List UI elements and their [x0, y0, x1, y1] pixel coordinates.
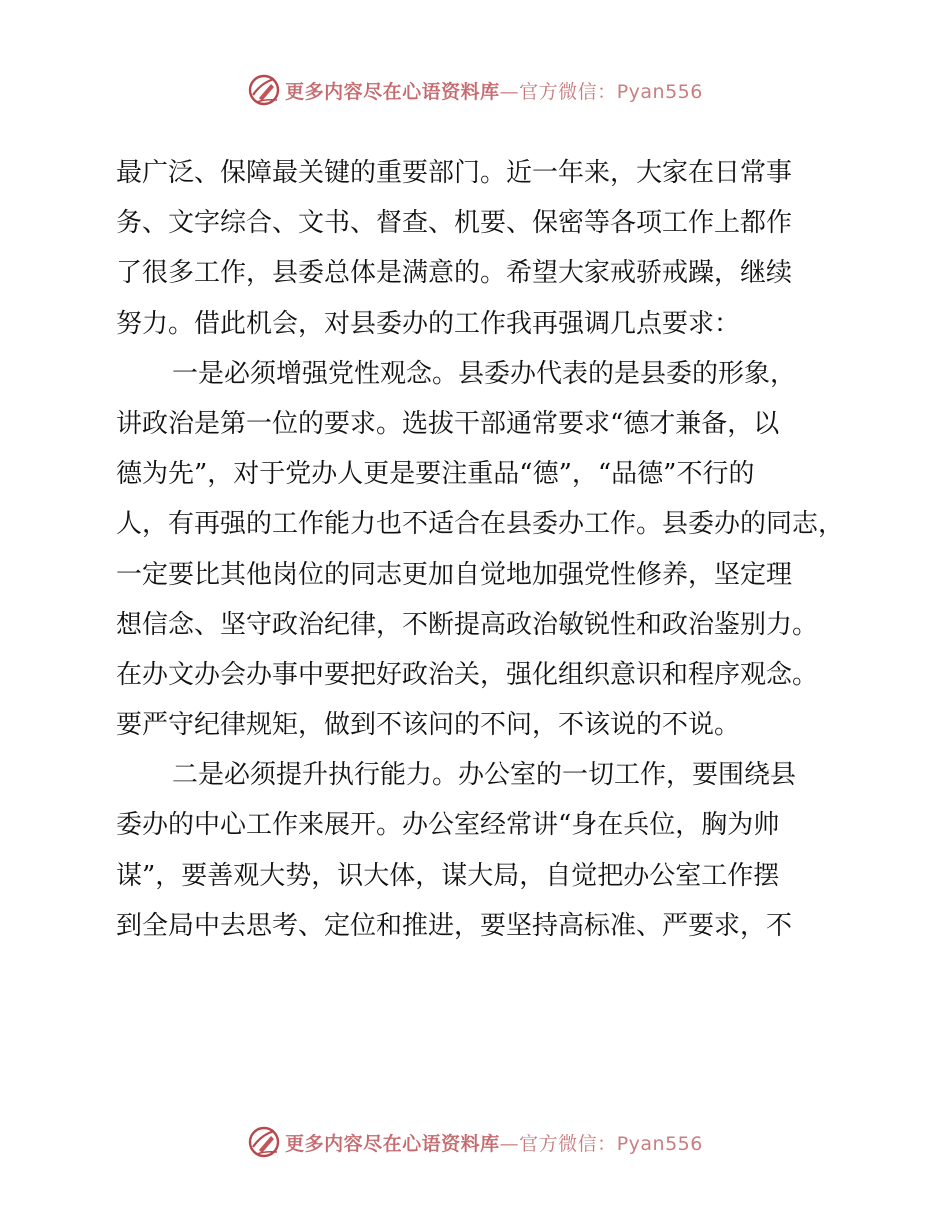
body-line: 最广泛、保障最关键的重要部门。近一年来，大家在日常事: [116, 158, 793, 188]
body-line: 德为先”，对于党办人更是要注重品“德”，“品德”不行的: [116, 459, 755, 490]
footer-label: 官方微信：: [519, 1132, 617, 1155]
body-line: 要严守纪律规矩，做到不该问的不问，不该说的不说。: [116, 710, 741, 741]
header-separator: —: [499, 80, 520, 103]
body-line: 务、文字综合、文书、督查、机要、保密等各项工作上都作: [116, 208, 793, 239]
body-line: 一定要比其他岗位的同志更加自觉地加强党性修养，坚定理: [116, 559, 793, 590]
header-account: Pyan556: [616, 80, 703, 103]
body-line: 委办的中心工作来展开。办公室经常讲“身在兵位，胸为帅: [116, 810, 780, 841]
body-line: 谋”，要善观大势，识大体，谋大局，自觉把办公室工作摆: [116, 860, 780, 891]
body-line: 想信念、坚守政治纪律，不断提高政治敏锐性和政治鉴别力。: [116, 609, 819, 640]
header-main-text: 更多内容尽在心语资料库: [285, 80, 500, 103]
body-line: 在办文办会办事中要把好政治关，强化组织意识和程序观念。: [116, 659, 819, 690]
body-line: 到全局中去思考、定位和推进，要坚持高标准、严要求，不: [116, 910, 793, 941]
document-body: [116, 148, 861, 951]
body-line: 一是必须增强党性观念。县委办代表的是县委的形象，: [172, 358, 797, 389]
body-line: 二是必须提升执行能力。办公室的一切工作，要围绕县: [172, 760, 797, 791]
body-line: 了很多工作，县委总体是满意的。希望大家戒骄戒躁，继续: [116, 258, 793, 289]
body-line: 人，有再强的工作能力也不适合在县委办工作。县委办的同志，: [116, 509, 845, 540]
header-label: 官方微信：: [519, 80, 617, 103]
header-watermark: [0, 70, 950, 110]
footer-separator: —: [499, 1132, 520, 1155]
header-text: [285, 77, 703, 104]
footer-main-text: 更多内容尽在心语资料库: [285, 1132, 500, 1155]
body-line: 讲政治是第一位的要求。选拔干部通常要求“德才兼备，以: [116, 408, 780, 439]
footer-account: Pyan556: [616, 1132, 703, 1155]
body-line: 努力。借此机会，对县委办的工作我再强调几点要求：: [116, 308, 741, 339]
footer-text: [285, 1129, 703, 1156]
pen-logo-icon: [247, 1125, 281, 1159]
footer-watermark: [0, 1122, 950, 1162]
pen-logo-icon: [247, 73, 281, 107]
